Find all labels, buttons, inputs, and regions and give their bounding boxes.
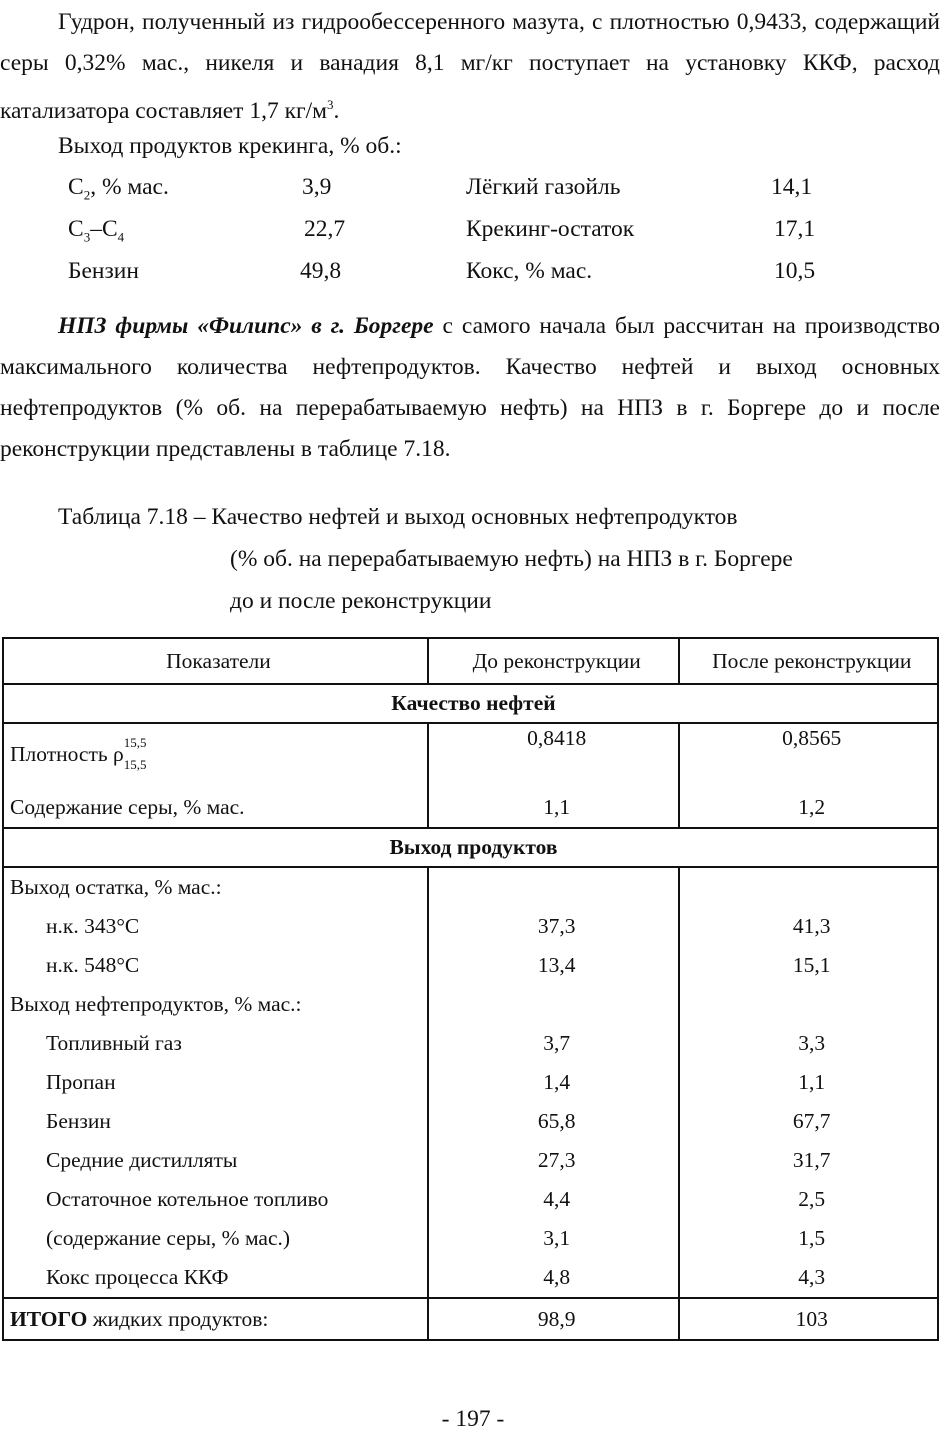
product-name: Бензин: [68, 258, 139, 284]
product-value: 10,5: [774, 258, 816, 284]
table-caption-line: (% об. на перерабатываемую нефть) на НПЗ в г. Боргере: [230, 546, 793, 572]
table-row: [3, 946, 938, 985]
cell-after: 2,5: [679, 1180, 938, 1219]
section-row: [3, 828, 938, 867]
table-row: [3, 1102, 938, 1141]
cell-after: 0,8565: [679, 723, 938, 788]
row-label: Выход нефтепродуктов, % мас.:: [3, 985, 428, 1024]
cell-before: 27,3: [428, 1141, 680, 1180]
table-caption-line: до и после реконструкции: [230, 588, 492, 614]
column-header: Показатели: [3, 638, 428, 684]
cell-before: 98,9: [428, 1298, 680, 1340]
cell-after: 67,7: [679, 1102, 938, 1141]
table-row: [3, 788, 938, 828]
cell-after: 31,7: [679, 1141, 938, 1180]
product-name: Лёгкий газойль: [466, 174, 621, 200]
cell-before: 3,7: [428, 1024, 680, 1063]
cell-after: 3,3: [679, 1024, 938, 1063]
row-label: Кокс процесса ККФ: [3, 1258, 428, 1298]
cell-before: 1,4: [428, 1063, 680, 1102]
intro-paragraph: Гудрон, полученный из гидрообессеренного мазута, с плотностью 0,9433, содержащий серы 0,32% мас., никеля и ванадия 8,1 мг/кг поступает на установку ККФ, расход катализатора составляет 1,7 $кг/м^3$.: [0, 9, 940, 124]
section-title: Качество нефтей: [3, 684, 938, 723]
cell-before: 0,8418: [428, 723, 680, 788]
table-row: [3, 1180, 938, 1219]
product-value: 49,8: [300, 258, 342, 284]
row-label: Пропан: [3, 1063, 428, 1102]
cell-before: 3,1: [428, 1219, 680, 1258]
page-number: - 197 -: [441, 1406, 505, 1432]
products-heading: Выход продуктов крекинга, % об.:: [58, 133, 402, 159]
table-row: [3, 1219, 938, 1258]
cell-after: 1,1: [679, 1063, 938, 1102]
row-label: Плотность ρ 15,5 15,5: [3, 723, 428, 788]
column-header: До реконструкции: [428, 638, 680, 684]
row-label: ИТОГО жидких продуктов:: [3, 1298, 428, 1340]
table-row: [3, 867, 938, 907]
cell-after: 1,5: [679, 1219, 938, 1258]
product-value: 22,7: [304, 216, 346, 242]
product-name: Кокс, % мас.: [466, 258, 593, 284]
section-title: Выход продуктов: [3, 828, 938, 867]
table-row: [3, 723, 938, 788]
table-header-row: [3, 638, 938, 684]
cell-after: 103: [679, 1298, 938, 1340]
product-value: 14,1: [771, 174, 813, 200]
cell-before: 1,1: [428, 788, 680, 828]
product-name: $C_2$, % мас.: [68, 174, 169, 203]
row-label: Содержание серы, % мас.: [3, 788, 428, 828]
row-label: н.к. 343°C: [3, 907, 428, 946]
row-label: Топливный газ: [3, 1024, 428, 1063]
row-label: (содержание серы, % мас.): [3, 1219, 428, 1258]
cell-before: 4,4: [428, 1180, 680, 1219]
table-row: [3, 1063, 938, 1102]
row-label: Бензин: [3, 1102, 428, 1141]
row-label: Остаточное котельное топливо: [3, 1180, 428, 1219]
cell-after: 4,3: [679, 1258, 938, 1298]
row-label: Выход остатка, % мас.:: [3, 867, 428, 907]
cell-before: 37,3: [428, 907, 680, 946]
product-name: Крекинг-остаток: [466, 216, 635, 242]
product-value: 17,1: [774, 216, 816, 242]
section-row: [3, 684, 938, 723]
table-row: [3, 1024, 938, 1063]
cell-before: 65,8: [428, 1102, 680, 1141]
cell-before: 4,8: [428, 1258, 680, 1298]
cell-after: 41,3: [679, 907, 938, 946]
cell-after: 1,2: [679, 788, 938, 828]
row-label: н.к. 548°C: [3, 946, 428, 985]
table-row: [3, 1258, 938, 1298]
table-row: [3, 985, 938, 1024]
table-row: [3, 907, 938, 946]
density-superscript: 15,5: [123, 735, 147, 750]
column-header: После реконструкции: [679, 638, 938, 684]
table-row: [3, 1141, 938, 1180]
product-value: 3,9: [302, 174, 332, 200]
cell-after: 15,1: [679, 946, 938, 985]
plant-description-paragraph: НПЗ фирмы «Филипс» в г. Боргере с самого начала был рассчитан на производство максимального количества нефтепродуктов. Качество нефтей и выход основных нефтепродуктов (% об. на перерабатываемую нефть) на НПЗ в г. Боргере до и после реконструкции представлены в таблице 7.18.: [0, 313, 940, 462]
density-subscript: 15,5: [123, 757, 147, 772]
quality-yield-table: [2, 637, 939, 1341]
row-label: Средние дистилляты: [3, 1141, 428, 1180]
cell-before: 13,4: [428, 946, 680, 985]
product-name: $C_3-C_4$: [68, 216, 125, 245]
total-row: [3, 1298, 938, 1340]
table-caption-line: Таблица 7.18 – Качество нефтей и выход основных нефтепродуктов: [58, 504, 738, 530]
